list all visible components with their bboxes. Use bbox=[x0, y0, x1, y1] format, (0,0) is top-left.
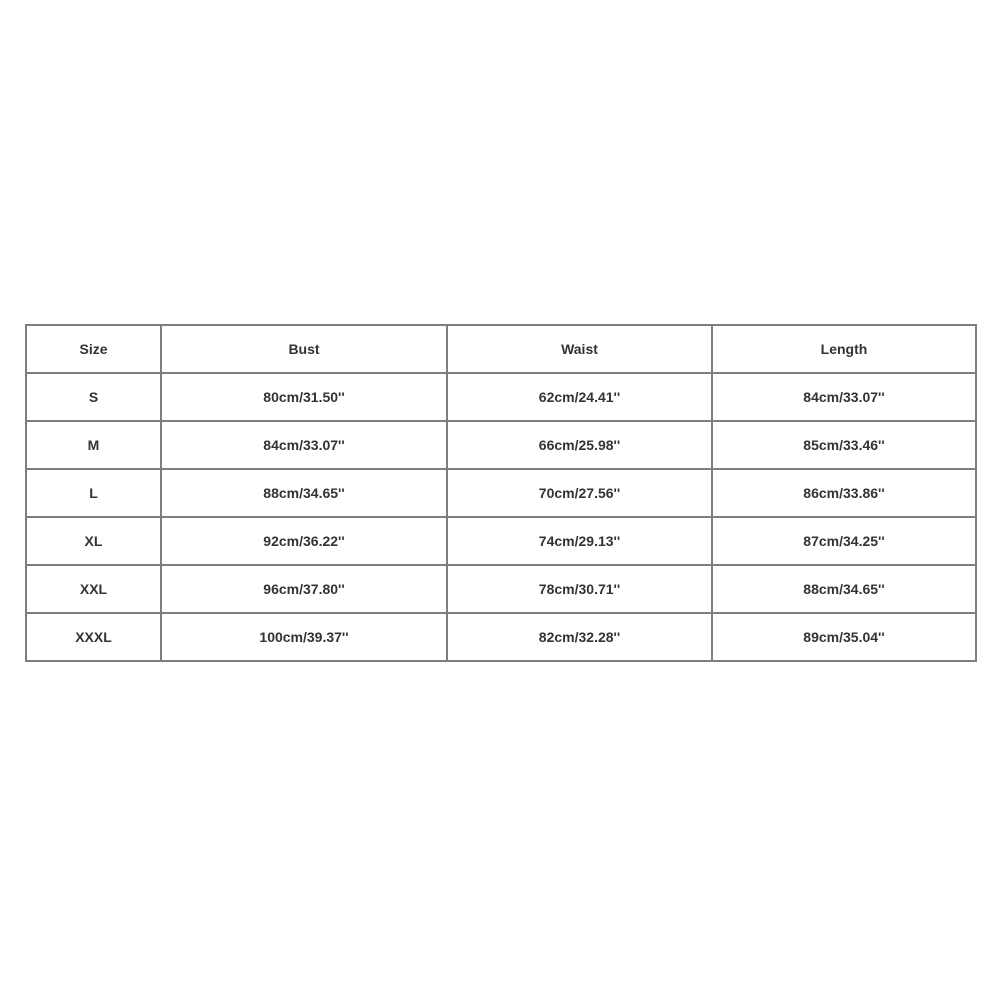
table-row bbox=[26, 565, 976, 613]
cell-size: M bbox=[26, 421, 161, 469]
cell-waist: 74cm/29.13'' bbox=[447, 517, 712, 565]
cell-bust: 80cm/31.50'' bbox=[161, 373, 447, 421]
cell-waist: 78cm/30.71'' bbox=[447, 565, 712, 613]
size-chart-table bbox=[25, 324, 977, 662]
cell-bust: 88cm/34.65'' bbox=[161, 469, 447, 517]
cell-bust: 100cm/39.37'' bbox=[161, 613, 447, 661]
header-row bbox=[26, 325, 976, 373]
cell-length: 87cm/34.25'' bbox=[712, 517, 976, 565]
column-header-waist: Waist bbox=[447, 325, 712, 373]
table-row bbox=[26, 613, 976, 661]
cell-waist: 70cm/27.56'' bbox=[447, 469, 712, 517]
cell-waist: 82cm/32.28'' bbox=[447, 613, 712, 661]
table-row bbox=[26, 517, 976, 565]
cell-length: 88cm/34.65'' bbox=[712, 565, 976, 613]
size-chart-header bbox=[26, 325, 976, 373]
cell-bust: 92cm/36.22'' bbox=[161, 517, 447, 565]
size-chart-body bbox=[26, 373, 976, 661]
cell-size: XL bbox=[26, 517, 161, 565]
cell-length: 86cm/33.86'' bbox=[712, 469, 976, 517]
cell-size: XXXL bbox=[26, 613, 161, 661]
cell-bust: 84cm/33.07'' bbox=[161, 421, 447, 469]
column-header-bust: Bust bbox=[161, 325, 447, 373]
column-header-size: Size bbox=[26, 325, 161, 373]
cell-bust: 96cm/37.80'' bbox=[161, 565, 447, 613]
cell-size: L bbox=[26, 469, 161, 517]
cell-waist: 66cm/25.98'' bbox=[447, 421, 712, 469]
table-row bbox=[26, 421, 976, 469]
table-row bbox=[26, 373, 976, 421]
cell-length: 85cm/33.46'' bbox=[712, 421, 976, 469]
cell-size: XXL bbox=[26, 565, 161, 613]
column-header-length: Length bbox=[712, 325, 976, 373]
cell-length: 84cm/33.07'' bbox=[712, 373, 976, 421]
cell-waist: 62cm/24.41'' bbox=[447, 373, 712, 421]
cell-size: S bbox=[26, 373, 161, 421]
cell-length: 89cm/35.04'' bbox=[712, 613, 976, 661]
table-row bbox=[26, 469, 976, 517]
